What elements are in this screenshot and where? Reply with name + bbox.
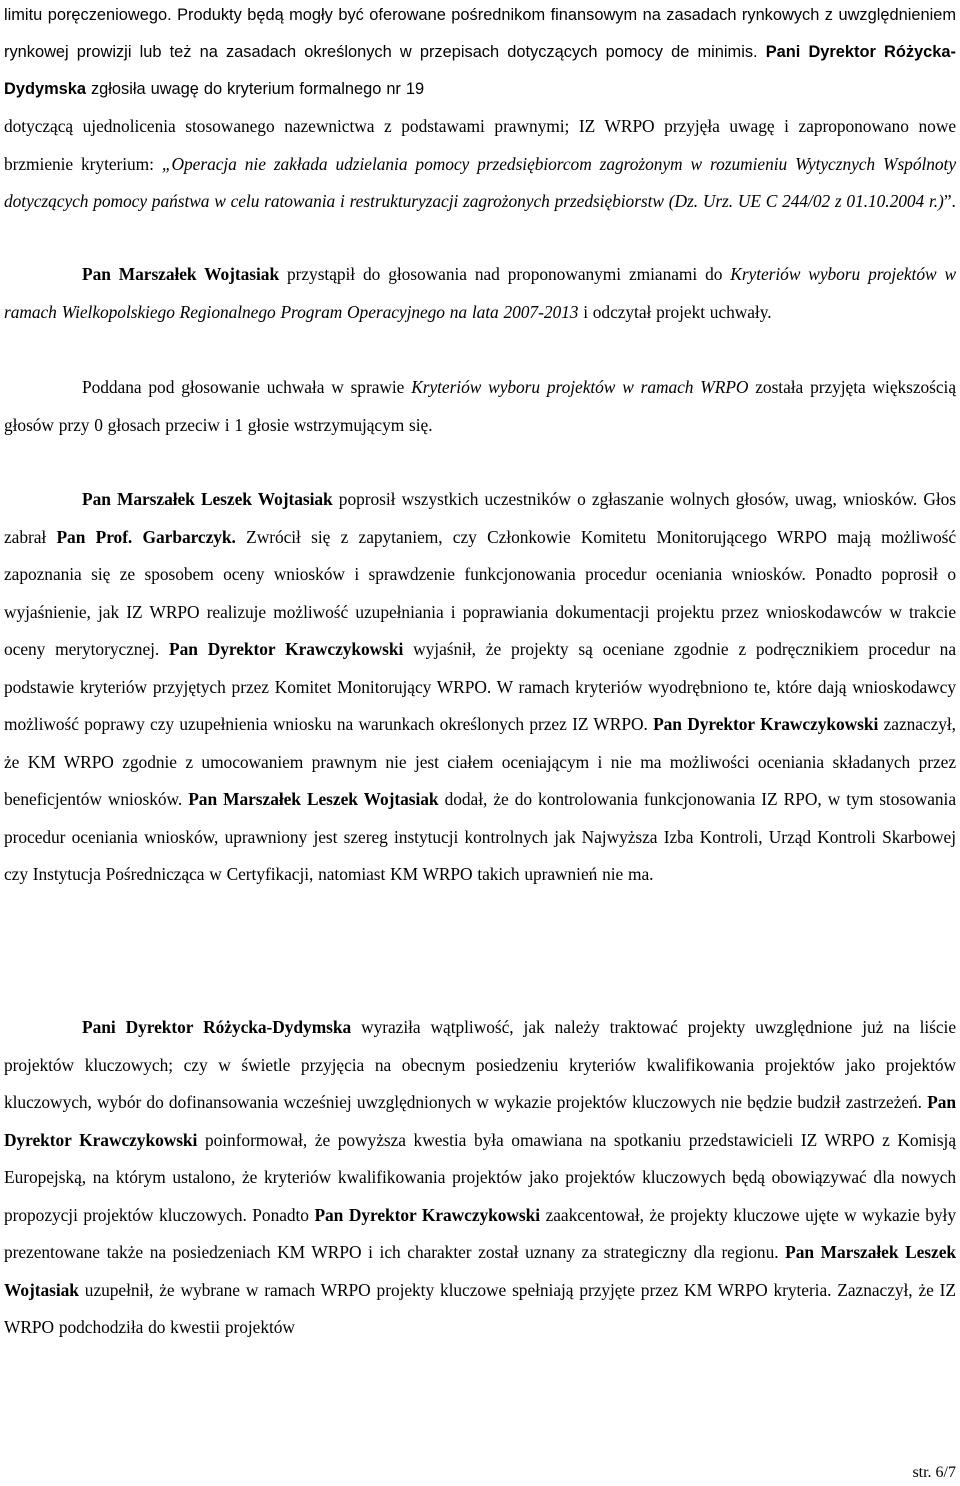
text-criterion-remark: zgłosiła uwagę do kryterium formalnego nr 19: [86, 80, 425, 98]
speaker-name: Pan Marszałek Wojtasiak: [82, 264, 280, 284]
speaker-name: Pani Dyrektor Różycka-Dydymska: [4, 43, 956, 98]
speaker-name: Pan Marszałek Leszek Wojtasiak: [188, 789, 439, 809]
page-number: str. 6/7: [912, 1464, 956, 1481]
document-title: Kryteriów wyboru projektów w ramach Wielkopolskiego Regionalnego Program Operacyjnego na lata 2007-2013: [4, 264, 957, 322]
paragraph-voting-result: Poddana pod głosowanie uchwała w sprawie Kryteriów wyboru projektów w ramach WRPO została przyjęta większością głosów przy 0 głosach przeciw i 1 głosie wstrzymującym się.: [4, 377, 957, 435]
speaker-name: Pan Prof. Garbarczyk.: [56, 526, 236, 547]
paragraph-key-projects: Pani Dyrektor Różycka-Dydymska wyraziła wątpliwość, jak należy traktować projekty uwzględnione już na liście projektów kluczowych; czy w świetle przyjęcia na obecnym posiedzeniu kryteriów kwalifikowania projektów jako projektów kluczowych, wybór do dofinansowania wcześniej uwzględnionych w wykazie projektów kluczowych nie będzie budził zastrzeżeń. Pan Dyrektor Krawczykowski poinformował, że powyższa kwestia była omawiana na spotkaniu przedstawicieli IZ WRPO z Komisją Europejską, na którym ustalono, że kryteriów kwalifikowania projektów jako projektów kluczowych będą obowiązywać dla nowych propozycji projektów kluczowych. Ponadto Pan Dyrektor Krawczykowski zaakcentował, że projekty kluczowe ujęte w wykazie były prezentowane także na posiedzeniach KM WRPO i ich charakter został uznany za strategiczny dla regionu. Pan Marszałek Leszek Wojtasiak uzupełnił, że wybrane w ramach WRPO projekty kluczowe spełniają przyjęte przez KM WRPO kryteria. Zaznaczył, że IZ WRPO podchodziła do kwestii projektów: [4, 1017, 956, 1337]
paragraph-free-voices: Pan Marszałek Leszek Wojtasiak poprosił wszystkich uczestników o zgłaszanie wolnych głosów, uwag, wniosków. Głos zabrał Pan Prof. Garbarczyk. Zwrócił się z zapytaniem, czy Członkowie Komitetu Monitorującego WRPO mają możliwość zapoznania się ze sposobem oceny wniosków i sprawdzenie funkcjonowania procedur oceniania wniosków. Ponadto poprosił o wyjaśnienie, jak IZ WRPO realizuje możliwość uzupełniania i poprawiania dokumentacji projektu przez wnioskodawców w trakcie oceny merytorycznej. Pan Dyrektor Krawczykowski wyjaśnił, że projekty są oceniane zgodnie z podręcznikiem procedur na podstawie kryteriów przyjętych przez Komitet Monitorujący WRPO. W ramach kryteriów wyodrębniono te, które dają wnioskodawcy możliwość poprawy czy uzupełnienia wniosku na warunkach określonych przez IZ WRPO. Pan Dyrektor Krawczykowski zaznaczył, że KM WRPO zgodnie z umocowaniem prawnym nie jest ciałem oceniającym i nie ma możliwości oceniania składanych przez beneficjentów wniosków. Pan Marszałek Leszek Wojtasiak dodał, że do kontrolowania funkcjonowania IZ RPO, w tym stosowania procedur oceniania wniosków, uprawniony jest szereg instytucji kontrolnych jak Najwyższa Izba Kontroli, Urząd Kontroli Skarbowej czy Instytucja Pośrednicząca w Certyfikacji, natomiast KM WRPO takich uprawnień nie ma.: [4, 489, 957, 884]
speaker-name: Pan Marszałek Leszek Wojtasiak: [82, 489, 333, 509]
quoted-criterion: „Operacja nie zakłada udzielania pomocy przedsiębiorcom zagrożonym w rozumieniu Wytycznych Wspólnoty dotyczących pomocy państwa w celu ratowania i restrukturyzacji zagrożonych przedsiębiorstw (Dz. Urz. UE C 244/02 z 01.10.2004 r.): [4, 153, 956, 211]
document-title: Kryteriów wyboru projektów w ramach WRPO: [411, 377, 749, 397]
paragraph-guarantee-limit: limitu poręczeniowego. Produkty będą mogły być oferowane pośrednikom finansowym na zasadach rynkowych z uwzględnieniem rynkowej prowizji lub też na zasadach określonych w przepisach dotyczących pomocy de minimis. Pani Dyrektor Różycka-Dydymska zgłosiła uwagę do kryterium formalnego nr 19 dotyczącą ujednolicenia stosowanego nazewnictwa z podstawami prawnymi; IZ WRPO przyjęła uwagę i zaproponowano nowe brzmienie kryterium: „Operacja nie zakłada udzielania pomocy przedsiębiorcom zagrożonym w rozumieniu Wytycznych Wspólnoty dotyczących pomocy państwa w celu ratowania i restrukturyzacji zagrożonych przedsiębiorstw (Dz. Urz. UE C 244/02 z 01.10.2004 r.)”.: [4, 6, 956, 211]
speaker-name: Pani Dyrektor Różycka-Dydymska: [82, 1017, 352, 1037]
paragraph-voting-start: Pan Marszałek Wojtasiak przystąpił do głosowania nad proponowanymi zmianami do Kryteriów wyboru projektów w ramach Wielkopolskiego Regionalnego Program Operacyjnego na lata 2007-2013 i odczytał projekt uchwały.: [4, 264, 957, 322]
speaker-name: Pan Dyrektor Krawczykowski: [314, 1204, 541, 1225]
speaker-name: Pan Dyrektor Krawczykowski: [169, 639, 404, 659]
text-guarantee-products: limitu poręczeniowego. Produkty będą mogły być oferowane pośrednikom finansowym na zasadach rynkowych z uwzględnieniem rynkowej prowizji lub też na zasadach określonych w przepisach dotyczących pomocy de minimis.: [4, 6, 956, 61]
speaker-name: Pan Marszałek Leszek Wojtasiak: [4, 1242, 956, 1300]
speaker-name: Pan Dyrektor Krawczykowski: [4, 1092, 956, 1150]
speaker-name: Pan Dyrektor Krawczykowski: [653, 714, 879, 734]
text-criterion-unification: dotyczącą ujednolicenia stosowanego nazewnictwa z podstawami prawnymi; IZ WRPO przyjęła uwagę i zaproponowano nowe brzmienie kryterium:: [4, 116, 956, 174]
